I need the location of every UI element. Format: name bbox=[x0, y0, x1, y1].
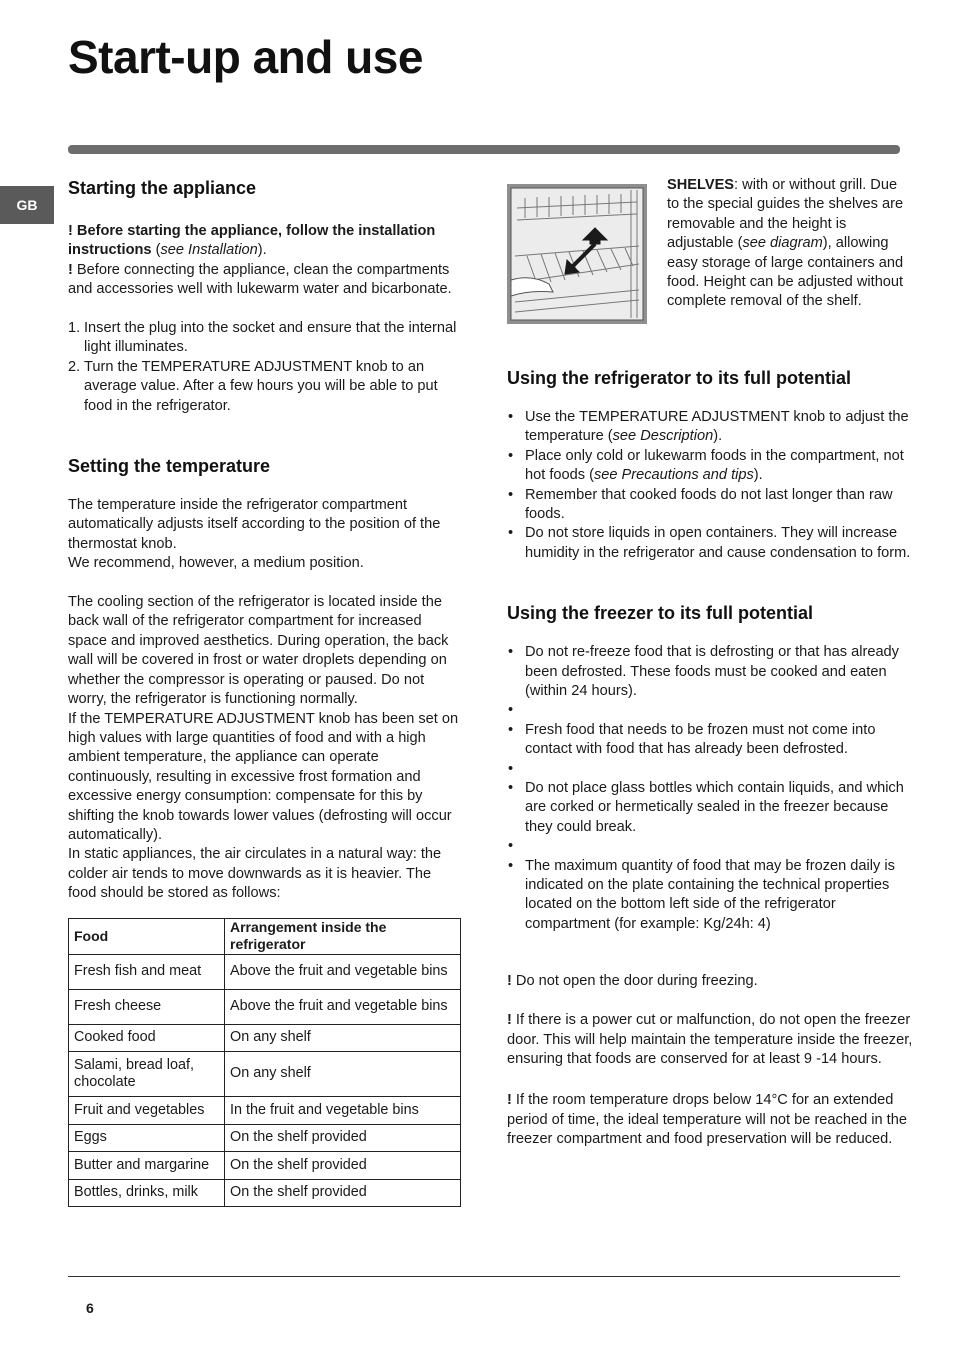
heading-setting-temperature: Setting the temperature bbox=[68, 456, 271, 477]
heading-starting-appliance: Starting the appliance bbox=[68, 178, 257, 198]
table-cell: Fruit and vegetables bbox=[69, 1096, 225, 1124]
step-text: Turn the TEMPERATURE ADJUSTMENT knob to an average value. After a few hours you will be able to put food in the refrigerator. bbox=[84, 358, 438, 414]
refrigerator-tips bbox=[507, 408, 913, 563]
step-text: Insert the plug into the socket and ensure that the internal light illuminates. bbox=[84, 320, 457, 356]
temperature-paragraph: If the TEMPERATURE ADJUSTMENT knob has been set on high values with large quantities of food and with a high ambient temperature, the appliance can operate continuously, resulting in excessive frost formation and excessive energy consumption: compensate for this by shifting the knob towards lower values (defrosting will occur automatically). bbox=[68, 710, 459, 843]
table-cell: Above the fruit and vegetable bins bbox=[225, 954, 461, 989]
table-header-cell: Arrangement inside the refrigerator bbox=[225, 918, 461, 954]
tip-text: ). bbox=[713, 428, 723, 445]
table-cell: On the shelf provided bbox=[225, 1151, 461, 1179]
table-cell: Above the fruit and vegetable bins bbox=[225, 989, 461, 1024]
table-cell: On the shelf provided bbox=[225, 1179, 461, 1206]
see-diagram-ref: see diagram bbox=[742, 235, 823, 252]
table-header-cell: Food bbox=[69, 918, 225, 954]
title-divider bbox=[68, 145, 900, 154]
table-cell: Cooked food bbox=[69, 1024, 225, 1051]
note-text: If there is a power cut or malfunction, do not open the freezer door. This will help maintain the temperature inside the freezer, ensuring that foods are conserved for at least 9 -14 hours. bbox=[507, 1012, 913, 1067]
temperature-paragraph: We recommend, however, a medium position. bbox=[68, 555, 364, 572]
left-column bbox=[68, 176, 460, 1207]
tip-text: Use the TEMPERATURE ADJUSTMENT knob to adjust the temperature ( bbox=[525, 409, 909, 445]
heading-refrigerator-potential: Using the refrigerator to its full potential bbox=[507, 368, 852, 388]
warning-installation-text: Before starting the appliance, follow the installation instructions bbox=[68, 223, 436, 259]
paren-open: ( bbox=[151, 242, 161, 259]
list-item bbox=[507, 447, 913, 486]
spacer bbox=[507, 837, 913, 856]
freezer-note bbox=[507, 1091, 913, 1149]
note-text: If the room temperature drops below 14°C for an extended period of time, the ideal temperature will not be reached in the freezer compartment and food preservation will be reduced. bbox=[507, 1092, 907, 1148]
table-cell: In the fruit and vegetable bins bbox=[225, 1096, 461, 1124]
warning-mark: ! bbox=[68, 223, 73, 239]
warning-mark: ! bbox=[68, 261, 73, 278]
page-number: 6 bbox=[86, 1300, 94, 1316]
list-item: • Remember that cooked foods do not last longer than raw foods. bbox=[507, 486, 913, 525]
table-cell: On any shelf bbox=[225, 1051, 461, 1096]
freezer-tips bbox=[507, 643, 913, 934]
warning-mark: ! bbox=[507, 1012, 512, 1029]
table-header-row bbox=[69, 918, 461, 954]
startup-steps bbox=[68, 319, 460, 416]
table-cell: Fresh cheese bbox=[69, 989, 225, 1024]
warning-installation bbox=[68, 222, 460, 261]
table-cell: Fresh fish and meat bbox=[69, 954, 225, 989]
right-column bbox=[507, 176, 913, 1150]
shelves-text: : with or without grill. Due to the special guides the shelves are removable and the height is adjustable ( bbox=[667, 177, 904, 252]
table-cell: Salami, bread loaf, chocolate bbox=[69, 1051, 225, 1096]
warning-mark: ! bbox=[507, 1092, 512, 1109]
see-description-ref: see Description bbox=[612, 428, 714, 445]
temperature-paragraph: The cooling section of the refrigerator is located inside the back wall of the refrigerator compartment for increased space and improved aesthetics. During operation, the back wall will be covered in frost or water droplets depending on whether the compressor is operating or paused. Do not worry, the refrigerator is functioning normally. bbox=[68, 594, 449, 708]
footer-divider bbox=[68, 1276, 900, 1277]
table-row bbox=[69, 1151, 461, 1179]
table-row bbox=[69, 1051, 461, 1096]
shelf-diagram-illustration bbox=[507, 184, 647, 324]
heading-freezer-potential: Using the freezer to its full potential bbox=[507, 603, 814, 624]
list-item: • Do not place glass bottles which contain liquids, and which are corked or hermetically sealed in the freezer because they could break. bbox=[507, 779, 913, 837]
step-number: 2. bbox=[68, 358, 81, 375]
table-row bbox=[69, 989, 461, 1024]
list-item: • Do not store liquids in open containers. They will increase humidity in the refrigerator and cause condensation to form. bbox=[507, 524, 913, 563]
table-row bbox=[69, 1024, 461, 1051]
shelves-text: ), allowing easy storage of large containers and food. Height can be adjusted without complete removal of the shelf. bbox=[667, 235, 904, 310]
table-row bbox=[69, 954, 461, 989]
warning-mark: ! bbox=[507, 973, 512, 990]
table-row bbox=[69, 1179, 461, 1206]
note-text: Do not open the door during freezing. bbox=[511, 973, 758, 990]
freezer-note bbox=[507, 1011, 913, 1069]
see-precautions-ref: see Precautions and tips bbox=[593, 467, 754, 484]
shelf-diagram bbox=[507, 184, 647, 324]
table-row bbox=[69, 1124, 461, 1151]
see-installation-ref: see Installation bbox=[160, 242, 258, 259]
table-cell: Eggs bbox=[69, 1124, 225, 1151]
table-cell: Bottles, drinks, milk bbox=[69, 1179, 225, 1206]
page-title: Start-up and use bbox=[68, 31, 423, 83]
spacer bbox=[507, 701, 913, 720]
list-item bbox=[507, 408, 913, 447]
warning-clean bbox=[68, 261, 460, 300]
tip-text: ). bbox=[753, 467, 763, 484]
spacer bbox=[507, 760, 913, 779]
warning-clean-text: Before connecting the appliance, clean the compartments and accessories well with lukewarm water and bicarbonate. bbox=[68, 261, 452, 298]
language-tab: GB bbox=[0, 186, 54, 224]
step-item bbox=[68, 319, 460, 358]
list-item: • Do not re-freeze food that is defrosting or that has already been defrosted. These foods must be cooked and eaten (within 24 hours). bbox=[507, 643, 913, 701]
temperature-paragraph: In static appliances, the air circulates in a natural way: the colder air tends to move downwards as it is heavier. The food should be stored as follows: bbox=[68, 846, 442, 902]
list-item: • The maximum quantity of food that may be frozen daily is indicated on the plate containing the technical properties located on the bottom left side of the refrigerator compartment (for example: Kg/24h: 4) bbox=[507, 857, 913, 935]
tip-text: Place only cold or lukewarm foods in the compartment, not hot foods ( bbox=[525, 447, 904, 484]
table-cell: On the shelf provided bbox=[225, 1124, 461, 1151]
shelves-label: SHELVES bbox=[667, 177, 735, 193]
table-cell: On any shelf bbox=[225, 1024, 461, 1051]
table-row bbox=[69, 1096, 461, 1124]
paren-close: ). bbox=[257, 242, 267, 259]
table-cell: Butter and margarine bbox=[69, 1151, 225, 1179]
food-storage-table bbox=[68, 918, 461, 1207]
step-number: 1. bbox=[68, 320, 81, 337]
list-item: • Fresh food that needs to be frozen must not come into contact with food that has already been defrosted. bbox=[507, 721, 913, 760]
freezer-note bbox=[507, 972, 913, 991]
temperature-paragraph: The temperature inside the refrigerator compartment automatically adjusts itself according to the position of the thermostat knob. bbox=[68, 497, 441, 552]
step-item bbox=[68, 358, 460, 416]
